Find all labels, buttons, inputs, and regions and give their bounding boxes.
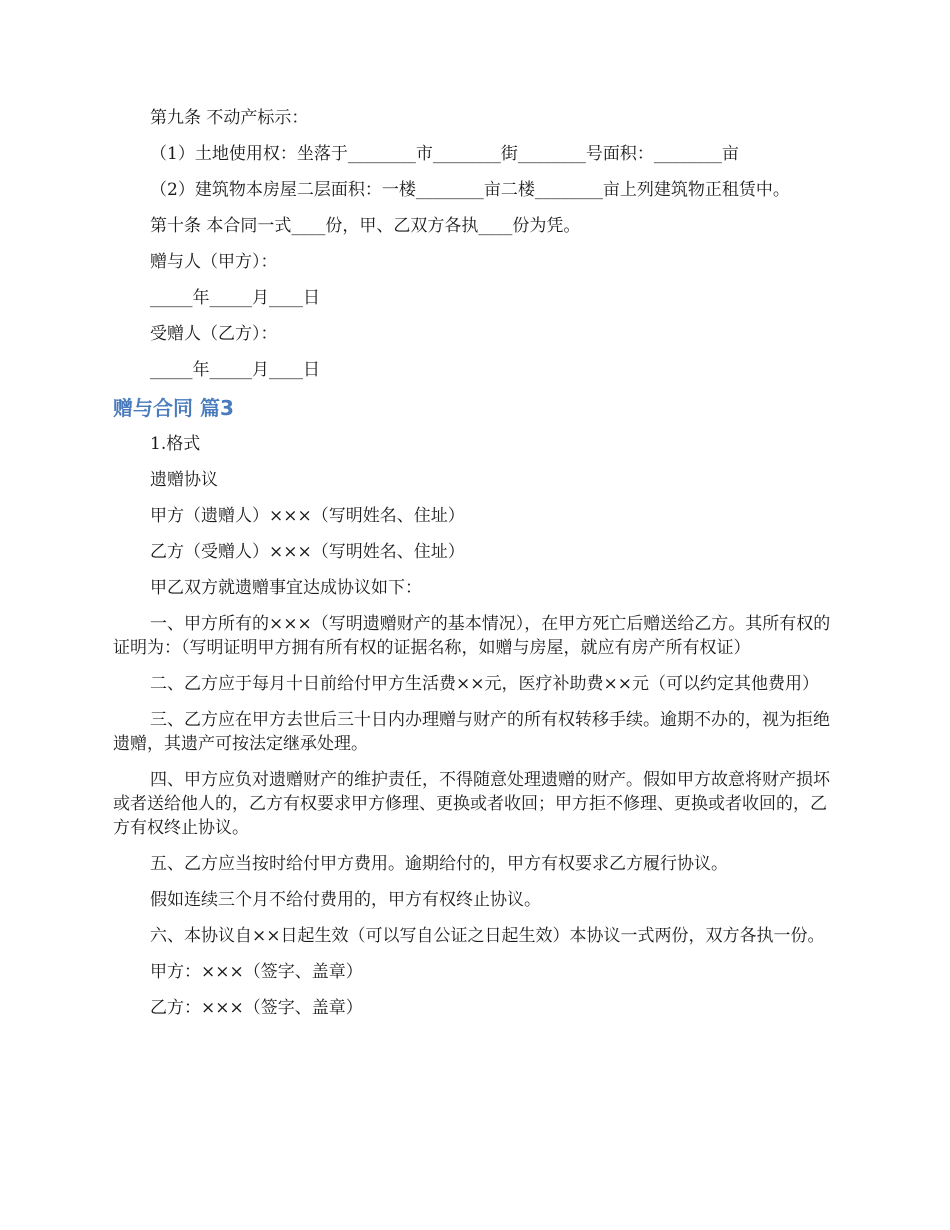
section-heading: 赠与合同 篇3 [113, 396, 234, 420]
clause-1: 一、甲方所有的×××（写明遗赠财产的基本情况），在甲方死亡后赠送给乙方。其所有权的证明为：（写明证明甲方拥有所有权的证据名称，如赠与房屋，就应有房产所有权证） [113, 614, 831, 658]
party-b-line: 乙方（受赠人）×××（写明姓名、住址） [150, 542, 465, 562]
clause-4: 四、甲方应负对遗赠财产的维护责任，不得随意处理遗赠的财产。假如甲方故意将财产损坏或者送给他人的，乙方有权要求甲方修理、更换或者收回；甲方拒不修理、更换或者收回的，乙方有权终止协议。 [113, 770, 830, 838]
article-9-title: 第九条 不动产标示： [150, 108, 309, 128]
clause-2: 二、乙方应于每月十日前给付甲方生活费××元，医疗补助费××元（可以约定其他费用） [150, 674, 819, 694]
donee-label: 受赠人（乙方）： [150, 324, 278, 344]
format-label: 1.格式 [150, 434, 201, 454]
party-a-line: 甲方（遗赠人）×××（写明姓名、住址） [150, 506, 465, 526]
clause-6: 六、本协议自××日起生效（可以写自公证之日起生效）本协议一式两份，双方各执一份。 [150, 926, 825, 946]
clause-5: 五、乙方应当按时给付甲方费用。逾期给付的，甲方有权要求乙方履行协议。 [150, 854, 728, 874]
building-area-line: （2）建筑物本房屋二层面积：一楼________亩二楼________亩上列建筑物正租赁中。 [150, 180, 790, 200]
document-page [113, 106, 843, 1032]
article-10-line: 第十条 本合同一式____份，甲、乙双方各执____份为凭。 [150, 216, 581, 236]
land-use-right-line: （1）土地使用权：坐落于________市________街________号面积：________亩 [150, 144, 739, 164]
donee-date-line: _____年_____月____日 [150, 360, 320, 380]
clause-5-extra: 假如连续三个月不给付费用的，甲方有权终止协议。 [150, 890, 541, 910]
donor-date-line: _____年_____月____日 [150, 288, 320, 308]
agreement-title: 遗赠协议 [150, 470, 218, 490]
party-a-signature: 甲方：×××（签字、盖章） [150, 962, 363, 982]
agreement-intro: 甲乙双方就遗赠事宜达成协议如下： [150, 578, 422, 598]
party-b-signature: 乙方：×××（签字、盖章） [150, 998, 363, 1018]
donor-label: 赠与人（甲方）： [150, 252, 278, 272]
clause-3: 三、乙方应在甲方去世后三十日内办理赠与财产的所有权转移手续。逾期不办的，视为拒绝遗赠，其遗产可按法定继承处理。 [113, 710, 830, 754]
